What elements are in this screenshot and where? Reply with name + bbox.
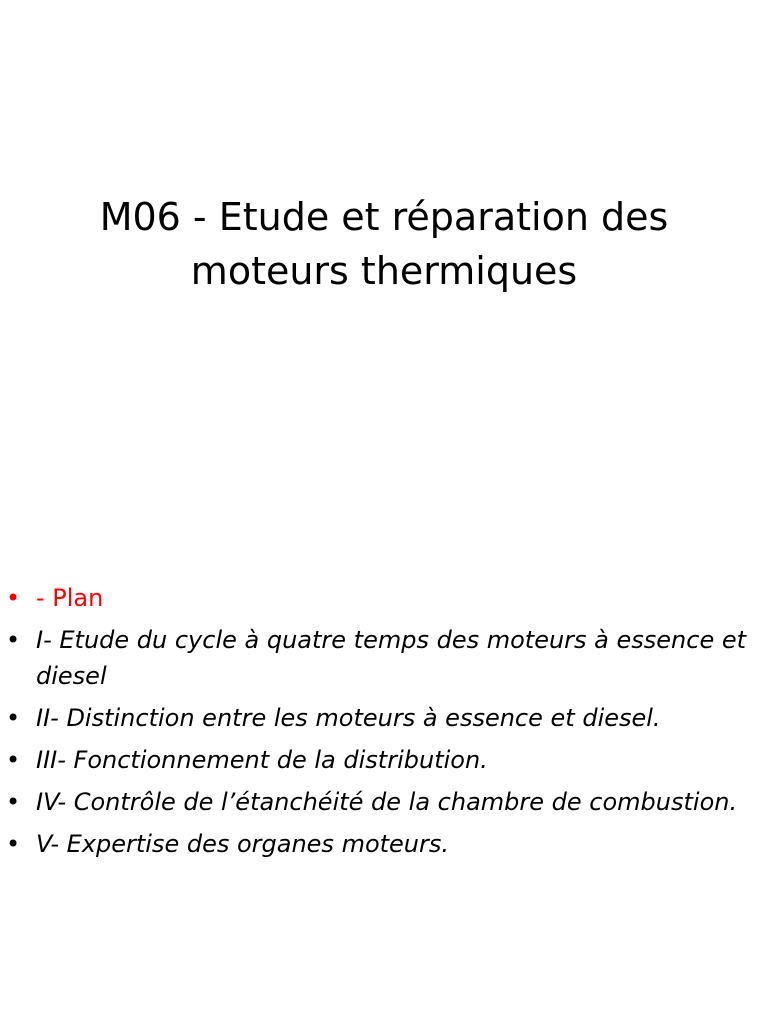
plan-heading: - Plan: [36, 584, 104, 612]
slide-title-line-1: M06 - Etude et réparation des: [99, 195, 669, 239]
bullet-icon: •: [6, 584, 21, 612]
plan-item-text: IV- Contrôle de l’étanchéité de la chambre de combustion.: [36, 788, 738, 816]
plan-item-text: I- Etude du cycle à quatre temps des moteurs à essence et diesel: [36, 626, 747, 690]
plan-item-text: V- Expertise des organes moteurs.: [36, 830, 450, 858]
bullet-icon: •: [6, 704, 21, 732]
slide-title: [40, 190, 728, 298]
bullet-icon: •: [6, 626, 21, 654]
plan-item-4: [0, 784, 768, 820]
plan-item-3: [0, 742, 768, 778]
bullet-icon: •: [6, 788, 21, 816]
bullet-icon: •: [6, 746, 21, 774]
slide-title-line-2: moteurs thermiques: [190, 249, 578, 293]
bullet-icon: •: [6, 830, 21, 858]
plan-item-text: III- Fonctionnement de la distribution.: [36, 746, 488, 774]
plan-item-2: [0, 700, 768, 736]
plan-item-text: II- Distinction entre les moteurs à essence et diesel.: [36, 704, 661, 732]
plan-item-1: [0, 622, 768, 694]
plan-heading-item: [0, 580, 768, 616]
plan-list: [0, 580, 768, 868]
plan-item-5: [0, 826, 768, 862]
